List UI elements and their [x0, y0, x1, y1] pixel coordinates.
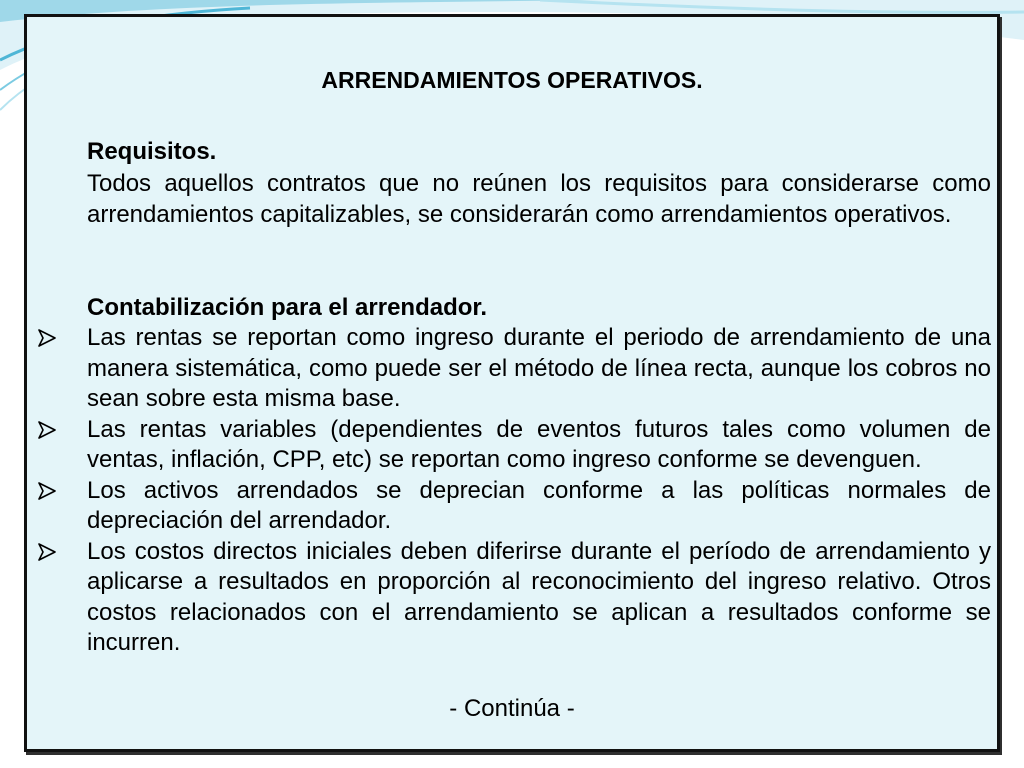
arrow-bullet-icon [37, 421, 57, 439]
list-item [87, 537, 991, 659]
list-item [87, 323, 991, 415]
arrow-bullet-icon [37, 543, 57, 561]
contabilizacion-heading: Contabilización para el arrendador. [87, 294, 488, 321]
bullet-text: Las rentas se reportan como ingreso durante el periodo de arrendamiento de una manera sistemática, como puede ser el método de línea recta, aunque los cobros no sean sobre esta misma base. [87, 324, 991, 412]
requisitos-text: Todos aquellos contratos que no reúnen los requisitos para considerarse como arrendamientos capitalizables, se considerarán como arrendamientos operativos. [87, 170, 991, 228]
slide-content-panel [24, 14, 1000, 752]
list-item [87, 415, 991, 476]
bullet-text: Los activos arrendados se deprecian conforme a las políticas normales de depreciación del arrendador. [87, 476, 991, 534]
requisitos-heading: Requisitos. [87, 138, 217, 165]
bullet-text: Los costos directos iniciales deben diferirse durante el período de arrendamiento y aplicarse a resultados en proporción al reconocimiento del ingreso relativo. Otros costos relacionados con el arrendamiento se aplican a resultados conforme se incurren. [87, 537, 991, 656]
continua-label: - Continúa - [449, 695, 575, 722]
bullet-list [87, 323, 991, 659]
arrow-bullet-icon [37, 329, 57, 347]
slide-title: ARRENDAMIENTOS OPERATIVOS. [321, 67, 703, 93]
arrow-bullet-icon [37, 482, 57, 500]
list-item [87, 476, 991, 537]
bullet-text: Las rentas variables (dependientes de eventos futuros tales como volumen de ventas, inflación, CPP, etc) se reportan como ingreso conforme se devenguen. [87, 415, 991, 473]
